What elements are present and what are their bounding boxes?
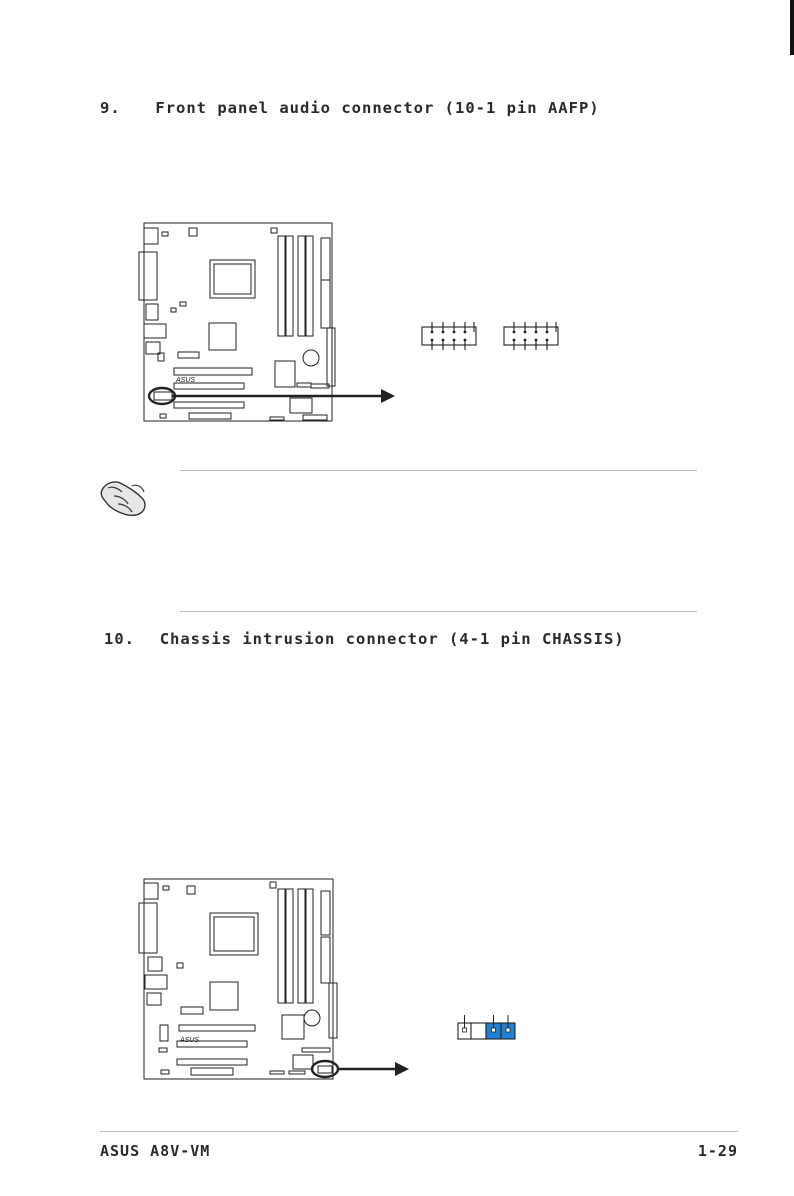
note-top-rule: [180, 470, 697, 471]
chassis-pin-header-diagram: [456, 1013, 526, 1043]
section-9-number: 9.: [100, 99, 121, 117]
page-edge-tab: [790, 0, 794, 55]
note-bottom-rule: [180, 611, 697, 612]
section-9-title: Front panel audio connector (10-1 pin AAFP): [155, 99, 600, 117]
section-10-title: Chassis intrusion connector (4-1 pin CHASSIS): [159, 630, 625, 648]
motherboard-diagram-chassis: [125, 875, 415, 1085]
section-9-heading: [100, 99, 600, 117]
footer-rule: [100, 1131, 738, 1132]
footer-page-number: 1-29: [697, 1142, 738, 1160]
chassis-pin-gap: [471, 1023, 486, 1039]
section-10-number: 10.: [104, 630, 135, 648]
board-logo: ASUS: [176, 377, 196, 384]
footer-product-name: ASUS A8V-VM: [100, 1142, 211, 1160]
board-logo-2: ASUS: [180, 1037, 200, 1044]
section-10-heading: [104, 630, 625, 648]
aafp-pin-header-diagram: [418, 318, 568, 358]
motherboard-diagram-aafp: [125, 220, 405, 430]
hand-note-icon: [96, 474, 154, 520]
